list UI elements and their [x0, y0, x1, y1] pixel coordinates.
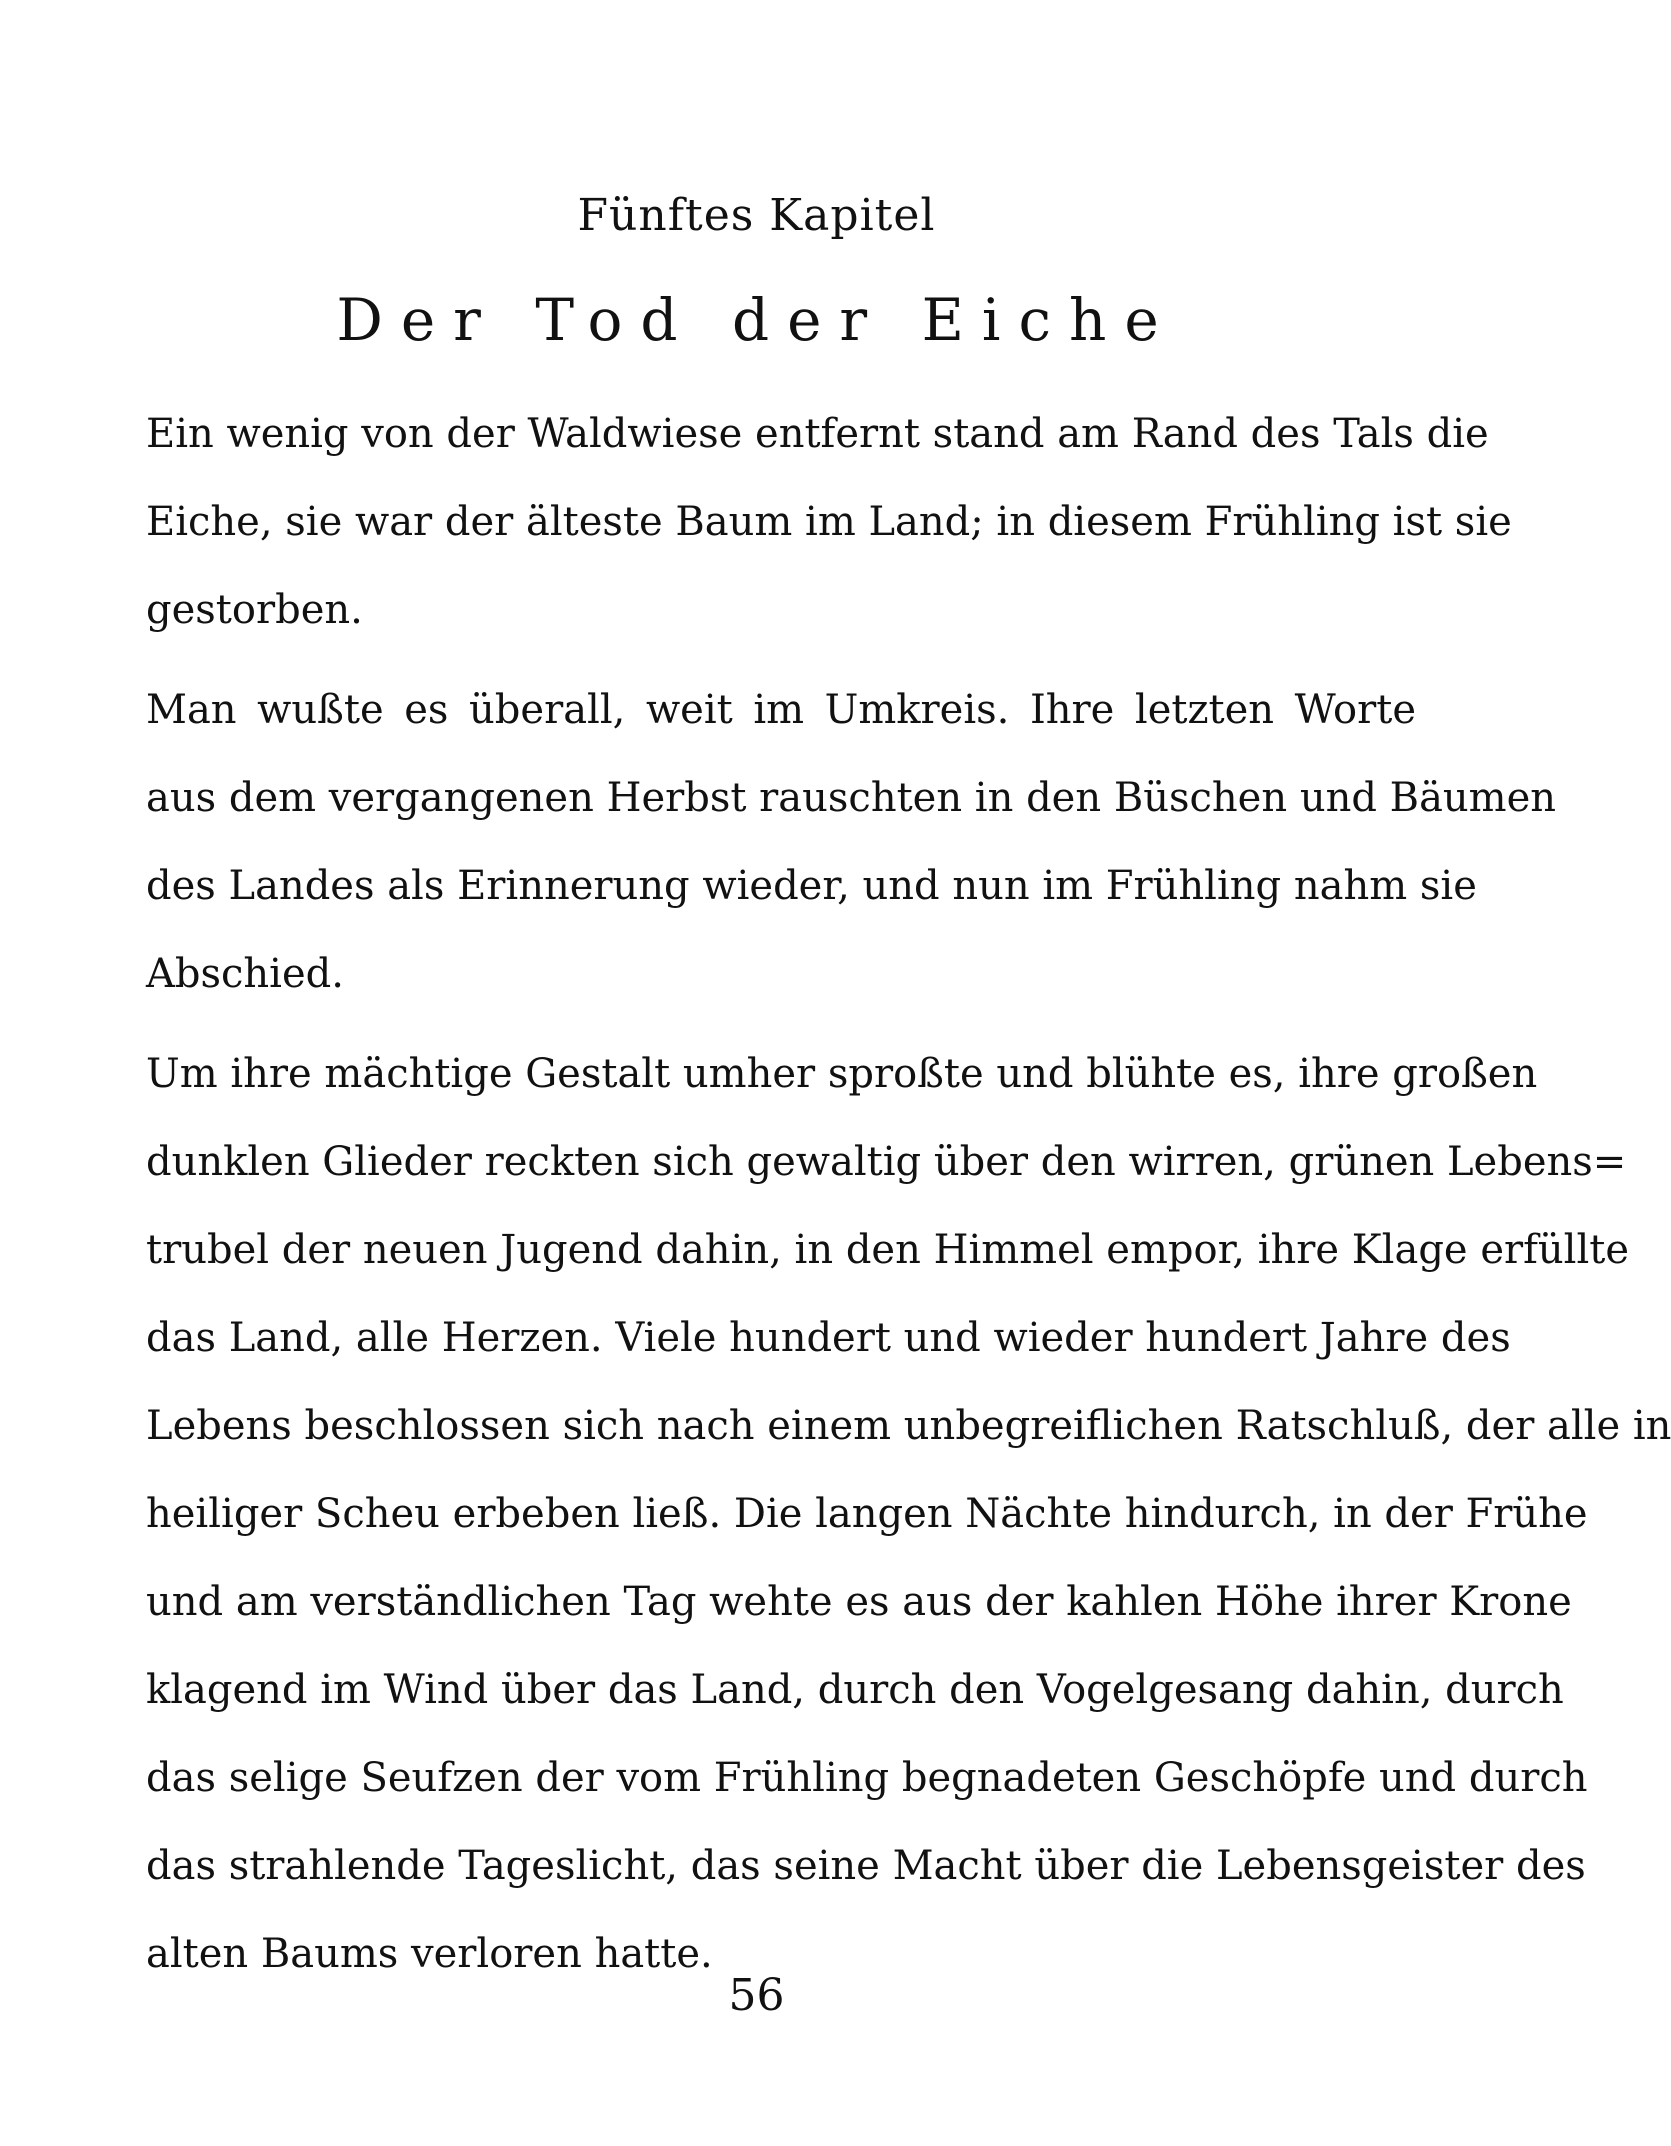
text-line: Abschied.: [146, 951, 344, 997]
text-line: Man wußte es überall, weit im Umkreis. Ihre letzten Worte: [146, 687, 1416, 733]
text-line: Lebens beschlossen sich nach einem unbegreiflichen Ratschluß, der alle in: [146, 1403, 1671, 1449]
text-line: dunklen Glieder reckten sich gewaltig über den wirren, grünen Lebens=: [146, 1139, 1627, 1185]
text-line: des Landes als Erinnerung wieder, und nun im Frühling nahm sie: [146, 863, 1477, 909]
text-line: alten Baums verloren hatte.: [146, 1931, 713, 1977]
text-line: trubel der neuen Jugend dahin, in den Himmel empor, ihre Klage erfüllte: [146, 1227, 1630, 1273]
text-line: und am verständlichen Tag wehte es aus der kahlen Höhe ihrer Krone: [146, 1579, 1572, 1625]
text-line: aus dem vergangenen Herbst rauschten in den Büschen und Bäumen: [146, 775, 1557, 821]
text-line: Eiche, sie war der älteste Baum im Land; in diesem Frühling ist sie: [146, 499, 1512, 545]
paragraph-2: [146, 666, 1557, 1018]
text-line: Um ihre mächtige Gestalt umher sproßte und blühte es, ihre großen: [146, 1051, 1538, 1097]
text-line: gestorben.: [146, 587, 363, 633]
text-line: das Land, alle Herzen. Viele hundert und wieder hundert Jahre des: [146, 1315, 1511, 1361]
text-line: klagend im Wind über das Land, durch den Vogelgesang dahin, durch: [146, 1667, 1564, 1713]
chapter-title: Der Tod der Eiche: [336, 286, 1177, 354]
text-line: heiliger Scheu erbeben ließ. Die langen Nächte hindurch, in der Frühe: [146, 1491, 1588, 1537]
text-line: Ein wenig von der Waldwiese entfernt stand am Rand des Tals die: [146, 411, 1489, 457]
chapter-label: Fünftes Kapitel: [577, 190, 936, 241]
page-number: 56: [728, 1970, 785, 2021]
text-line: das strahlende Tageslicht, das seine Macht über die Lebensgeister des: [146, 1843, 1586, 1889]
text-line: das selige Seufzen der vom Frühling begnadeten Geschöpfe und durch: [146, 1755, 1588, 1801]
body-text: [146, 390, 1671, 2010]
paragraph-3: [146, 1030, 1671, 1998]
paragraph-1: [146, 390, 1512, 654]
